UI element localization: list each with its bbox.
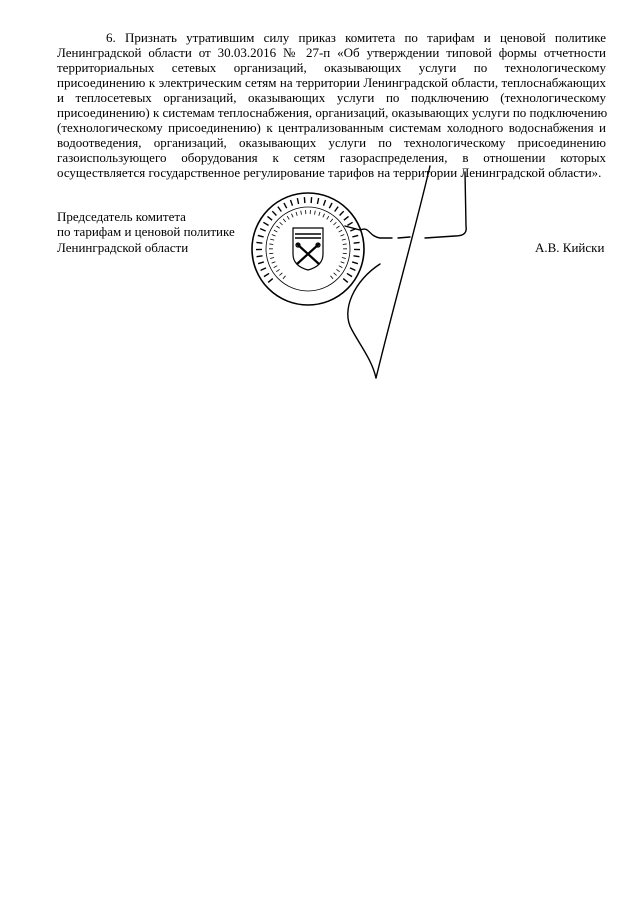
seal-letter-mark	[276, 269, 279, 271]
seal-letter-mark	[352, 235, 358, 237]
seal-letter-mark	[336, 269, 339, 271]
paragraph-line: (технологическому присоединению) к централизованным системам холодного водоснабжения и	[57, 120, 606, 135]
seal-letter-mark	[283, 219, 286, 222]
seal-letter-mark	[297, 198, 298, 204]
seal-letter-mark	[335, 207, 338, 212]
seal-letter-mark	[340, 211, 344, 215]
seal-letter-mark	[324, 200, 326, 206]
paragraph-line: осуществляется государственное регулирование тарифов на территории Ленинградской области».	[57, 165, 602, 180]
seal-letter-mark	[280, 222, 283, 225]
seal-letter-mark	[340, 235, 344, 236]
paragraph-line: 6. Признать утратившим силу приказ комитета по тарифам и ценовой политике	[106, 30, 606, 45]
seal-letter-mark	[272, 235, 276, 236]
seal-letter-mark	[269, 244, 273, 245]
coat-of-arms-icon	[293, 228, 323, 270]
seal-letter-mark	[284, 203, 287, 208]
seal-letter-mark	[339, 230, 342, 232]
seal-letter-mark	[336, 226, 339, 228]
seal-letter-mark	[263, 222, 268, 225]
paragraph-line: водоотведения, организаций, оказывающих услуги по технологическому присоединению	[57, 135, 606, 150]
seal-letter-mark	[354, 242, 360, 243]
seal-letter-mark	[274, 230, 277, 232]
seal-letter-mark	[343, 279, 348, 283]
seal-letter-mark	[329, 203, 332, 208]
seal-letter-mark	[317, 198, 318, 204]
seal-letter-mark	[287, 216, 289, 219]
seal-letter-mark	[277, 226, 280, 228]
seal-letter-mark	[296, 212, 297, 216]
seal-letter-mark	[301, 211, 302, 215]
seal-letter-mark	[315, 211, 316, 215]
seal-letter-mark	[272, 211, 276, 215]
paragraph-line: присоединению к электрическим сетям на территории Ленинградской области, теплоснабжающих	[57, 75, 606, 90]
paragraph-line: территориальных сетевых организаций, оказывающих услуги по технологическому	[57, 60, 606, 75]
seal-letter-mark	[279, 273, 282, 276]
official-stamp	[252, 193, 364, 305]
seal-letter-mark	[347, 273, 352, 276]
paragraph-line: присоединению) к системам теплоснабжения, организаций, оказывающих услуги по подключению	[57, 105, 608, 120]
seal-letter-mark	[330, 219, 333, 222]
seal-letter-mark	[342, 239, 346, 240]
seal-letter-mark	[257, 256, 263, 257]
seal-letter-mark	[334, 273, 337, 276]
paragraph-line: и теплосетевых организаций, оказывающих услуги по подключению (технологическому	[57, 90, 606, 105]
paragraph-line: газоиспользующего оборудования к сетям газораспределения, в отношении которых	[57, 150, 606, 165]
seal-letter-mark	[270, 239, 274, 240]
seal-letter-mark	[327, 216, 329, 219]
seal-letter-mark	[342, 258, 346, 259]
seal-letter-mark	[290, 200, 292, 206]
seal-letter-mark	[260, 229, 266, 231]
seal-letter-mark	[344, 216, 349, 220]
seal-letter-mark	[339, 266, 343, 268]
seal-letter-mark	[291, 214, 293, 218]
seal-letter-mark	[350, 268, 355, 270]
handwritten-signature	[345, 166, 466, 378]
seal-letter-mark	[278, 207, 281, 212]
seal-letter-mark	[258, 262, 264, 264]
seal-letter-mark	[347, 222, 352, 225]
seal-letter-mark	[267, 216, 272, 220]
seal-letter-mark	[274, 266, 278, 268]
seal-letter-mark	[341, 262, 345, 263]
seal-letter-mark	[272, 262, 276, 263]
seal-letter-mark	[256, 242, 262, 243]
seal-letter-mark	[264, 273, 269, 276]
seal-letter-mark	[352, 262, 358, 264]
position-line: Ленинградской области	[57, 240, 189, 255]
seal-letter-mark	[319, 212, 320, 216]
seal-letter-mark	[268, 279, 273, 283]
position-line: по тарифам и ценовой политике	[57, 224, 235, 239]
seal-letter-mark	[333, 222, 336, 225]
paragraph-line: Ленинградской области от 30.03.2016 № 27-п «Об утверждении типовой формы отчетности	[57, 45, 606, 60]
seal-letter-mark	[283, 276, 286, 279]
seal-letter-mark	[343, 244, 347, 245]
seal-letter-mark	[261, 268, 266, 270]
seal-letter-mark	[270, 258, 274, 259]
position-line: Председатель комитета	[57, 209, 186, 224]
seal-letter-mark	[353, 256, 359, 257]
signatory-name: А.В. Кийски	[535, 240, 605, 255]
seal-letter-mark	[323, 214, 325, 218]
seal-letter-mark	[258, 235, 264, 237]
seal-letter-mark	[330, 276, 333, 279]
